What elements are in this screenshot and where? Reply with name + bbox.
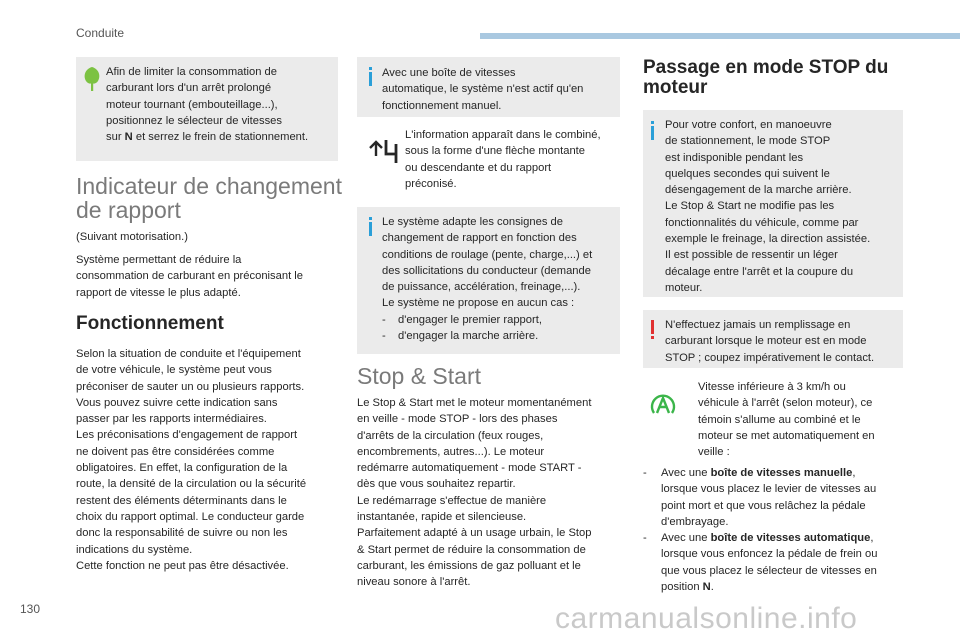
eco-tip-line: Afin de limiter la consommation de	[106, 66, 277, 78]
list-item-automatic: - Avec une boîte de vitesses automatique, lorsque vous enfoncez la pédale de frein ou que vous placez le sélecteur de vitesses en position N.	[643, 532, 878, 594]
body-line: donc la responsabilité de suivre ou non les	[76, 527, 288, 540]
body-line: Selon la situation de conduite et l'équipement	[76, 348, 301, 360]
variant-note: (Suivant motorisation.)	[76, 231, 188, 243]
body-line: route, la densité de la circulation ou la sécurité	[76, 478, 307, 491]
body-line: de votre véhicule, le système peut vous	[76, 364, 272, 377]
section-title: Conduite	[76, 26, 125, 40]
body-line: indications du système.	[76, 543, 193, 556]
info-box-automatic	[357, 57, 620, 117]
info-line: Le système adapte les consignes de	[382, 216, 563, 228]
gear-text-line: préconisé.	[405, 177, 457, 190]
auto-text-line: moteur se met automatiquement en	[698, 429, 875, 442]
info-line: fonctionnement manuel.	[382, 99, 502, 112]
body-line: choix du rapport optimal. Le conducteur garde	[76, 510, 305, 523]
info-icon	[651, 121, 654, 124]
heading-stop-start: Stop & Start	[357, 363, 482, 389]
body-line: redémarre automatiquement - mode START -	[357, 462, 582, 475]
body-line: obligatoires. En effet, la configuration de la	[76, 462, 288, 475]
page-number: 130	[20, 602, 41, 616]
info-line: désengagement de la marche arrière.	[665, 184, 852, 197]
info-line: est indisponible pendant les	[665, 151, 804, 164]
info-line: Le système ne propose en aucun cas :	[382, 297, 575, 310]
heading-gear-indicator-2: de rapport	[76, 197, 181, 223]
gear-text-line: L'information apparaît dans le combiné,	[405, 129, 601, 141]
auto-text-line: témoin s'allume au combiné et le	[698, 413, 861, 426]
watermark: carmanualsonline.info	[555, 602, 858, 635]
body-line: Cette fonction ne peut pas être désactivée.	[76, 559, 289, 572]
body-line: en veille - mode STOP - lors des phases	[357, 413, 558, 426]
body-line: encombrements, autres...). Le moteur	[357, 445, 545, 458]
body-line: passer par les rapports intermédiaires.	[76, 413, 267, 426]
info-line: exemple le freinage, la direction assistée.	[665, 233, 871, 246]
body-line: préconiser de sauter un ou plusieurs rapports.	[76, 380, 305, 393]
warning-line: carburant lorsque le moteur est en mode	[665, 335, 867, 348]
info-line: quelques secondes qui suivent le	[665, 167, 830, 180]
gear-shift-indicator-icon	[368, 138, 400, 164]
info-line: des sollicitations du conducteur (demande	[382, 264, 591, 277]
warning-line: STOP ; coupez impérativement le contact.	[665, 351, 875, 364]
eco-tip-line: positionnez le sélecteur de vitesses	[106, 114, 282, 127]
body-line: d'arrêts de la circulation (feux rouges,	[357, 429, 544, 442]
info-icon	[369, 217, 372, 220]
body-line: instantanée, rapide et silencieuse.	[357, 511, 527, 524]
intro-line: rapport de vitesse le plus adapté.	[76, 286, 241, 299]
info-box-parking	[643, 110, 903, 297]
body-line: carburant, les émissions de gaz polluant et le	[357, 559, 581, 572]
info-line: Avec une boîte de vitesses	[382, 67, 516, 79]
eco-tip-line: sur N et serrez le frein de stationnement.	[106, 131, 309, 144]
eco-tip-line: carburant lors d'un arrêt prolongé	[106, 82, 272, 95]
body-line: niveau sonore à l'arrêt.	[357, 576, 471, 589]
body-line: ne doivent pas être considérées comme	[76, 445, 275, 458]
info-line: de puissance, accélération, freinage,...).	[382, 281, 581, 294]
info-line: Il est possible de ressentir un léger	[665, 249, 838, 262]
auto-stop-warning-light-icon	[649, 392, 677, 418]
body-line: & Start permet de réduire la consommation de	[357, 543, 586, 556]
heading-stop-mode: Passage en mode STOP du	[643, 57, 889, 78]
eco-leaf-icon	[82, 66, 102, 92]
body-line: Le redémarrage s'effectue de manière	[357, 494, 547, 507]
info-line: conditions de roulage (pente, charge,...) et	[382, 248, 593, 261]
info-line: fonctionnalités du véhicule, comme par	[665, 216, 859, 229]
auto-text-line: veille :	[698, 446, 730, 459]
body-line: Le Stop & Start met le moteur momentanément	[357, 397, 592, 409]
intro-line: Système permettant de réduire la	[76, 254, 242, 266]
info-line: changement de rapport en fonction des	[382, 232, 577, 245]
gear-text-line: ou descendante et du rapport	[405, 161, 552, 174]
heading-fonctionnement: Fonctionnement	[76, 313, 224, 334]
info-line: moteur.	[665, 281, 703, 294]
list-item-manual: - Avec une boîte de vitesses manuelle, lorsque vous placez le levier de vitesses au point mort et que vous relâchez la pédale d'embrayage.	[643, 467, 877, 528]
body-line: dès que vous souhaitez repartir.	[357, 478, 516, 491]
header-bar	[480, 33, 960, 39]
info-icon	[369, 67, 372, 70]
eco-tip-line: moteur tournant (embouteillage...),	[106, 98, 278, 111]
list-item: - d'engager la marche arrière.	[382, 330, 539, 343]
warning-line: N'effectuez jamais un remplissage en	[665, 319, 851, 331]
auto-text-line: Vitesse inférieure à 3 km/h ou	[698, 381, 846, 393]
body-line: Vous pouvez suivre cette indication sans	[76, 396, 278, 409]
gear-text-line: sous la forme d'une flèche montante	[405, 145, 585, 158]
info-line: de stationnement, le mode STOP	[665, 135, 831, 148]
info-line: décalage entre l'arrêt et la coupure du	[665, 265, 854, 278]
eco-tip-box	[76, 57, 338, 161]
body-line: restent des éléments déterminants dans le	[76, 494, 287, 507]
warning-box-refuel	[643, 310, 903, 368]
heading-gear-indicator: Indicateur de changement	[76, 173, 342, 199]
body-line: Parfaitement adapté à un usage urbain, le Stop	[357, 527, 592, 540]
intro-line: consommation de carburant en préconisant le	[76, 270, 303, 283]
list-item: - d'engager le premier rapport,	[382, 313, 542, 326]
info-line: Pour votre confort, en manoeuvre	[665, 119, 832, 131]
body-line: Les préconisations d'engagement de rapport	[76, 429, 298, 442]
info-box-adapt	[357, 207, 620, 354]
info-line: automatique, le système n'est actif qu'en	[382, 83, 584, 96]
warning-icon	[651, 320, 654, 334]
auto-text-line: véhicule à l'arrêt (selon moteur), ce	[698, 397, 873, 410]
info-line: Le Stop & Start ne modifie pas les	[665, 200, 835, 213]
heading-stop-mode-2: moteur	[643, 77, 708, 98]
